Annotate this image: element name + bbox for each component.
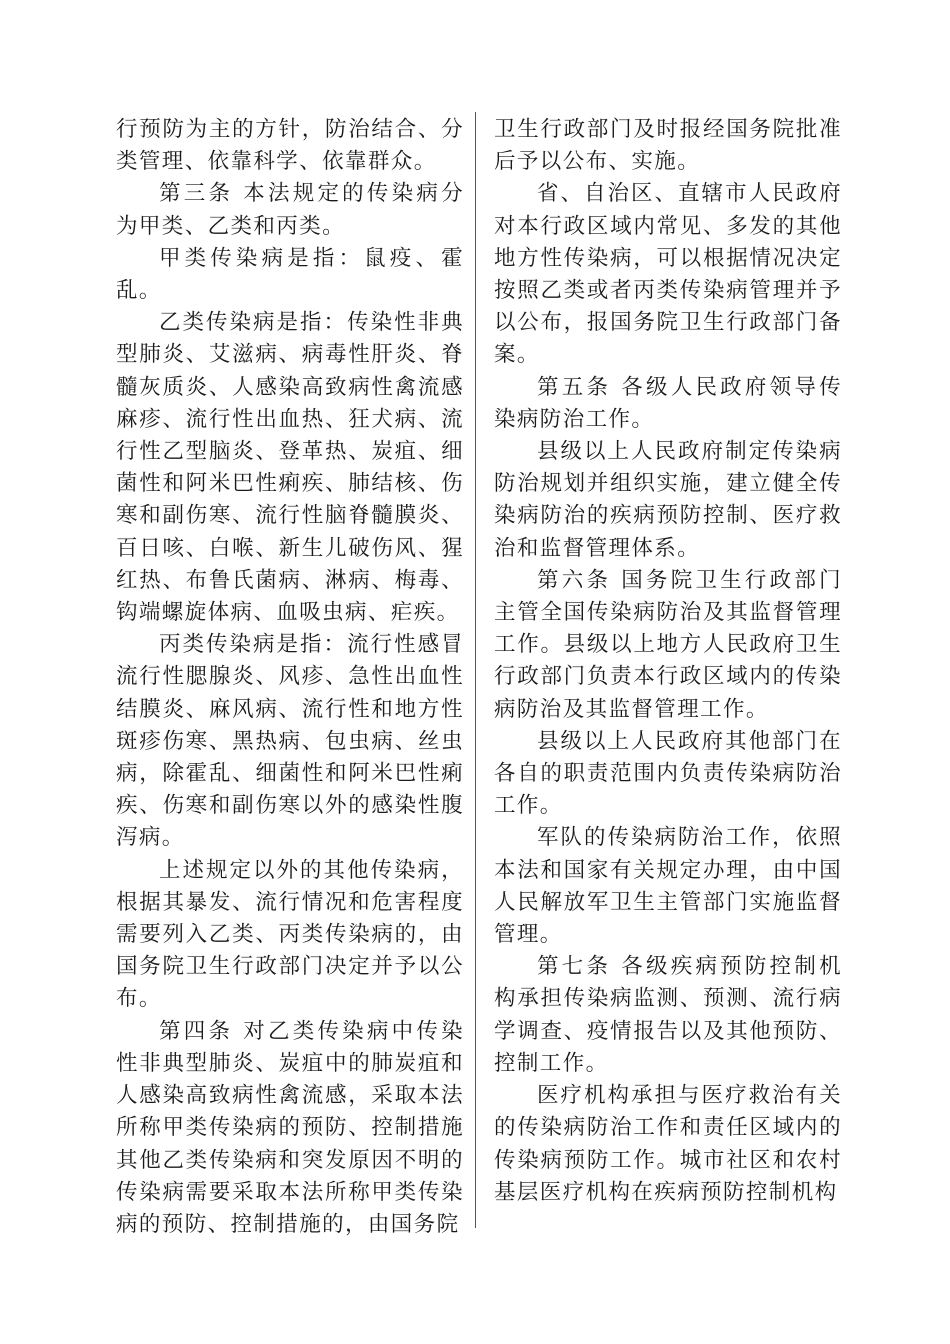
right-column [494, 114, 842, 1209]
paragraph: 乙类传染病是指：传染性非典型肺炎、艾滋病、病毒性肝炎、脊髓灰质炎、人感染高致病性禽流感麻疹、流行性出血热、狂犬病、流行性乙型脑炎、登革热、炭疽、细菌性和阿米巴性痢疾、肺结核、伤寒和副伤寒、流行性脑脊髓膜炎、百日咳、白喉、新生儿破伤风、猩红热、布鲁氏菌病、淋病、梅毒、钩端螺旋体病、血吸虫病、疟疾。 [116, 310, 464, 626]
paragraph: 丙类传染病是指：流行性感冒流行性腮腺炎、风疹、急性出血性结膜炎、麻风病、流行性和地方性斑疹伤寒、黑热病、包虫病、丝虫病，除霍乱、细菌性和阿米巴性痢疾、伤寒和副伤寒以外的感染性腹泻病。 [116, 632, 464, 851]
paragraph: 第五条 各级人民政府领导传染病防治工作。 [494, 374, 842, 432]
paragraph: 第六条 国务院卫生行政部门主管全国传染病防治及其监督管理工作。县级以上地方人民政府卫生行政部门负责本行政区域内的传染病防治及其监督管理工作。 [494, 567, 842, 722]
paragraph: 第三条 本法规定的传染病分为甲类、乙类和丙类。 [116, 181, 464, 239]
paragraph: 医疗机构承担与医疗救治有关的传染病防治工作和责任区域内的传染病预防工作。城市社区和农村基层医疗机构在疾病预防控制机构 [494, 1083, 842, 1205]
paragraph: 上述规定以外的其他传染病，根据其暴发、流行情况和危害程度需要列入乙类、丙类传染病的，由国务院卫生行政部门决定并予以公布。 [116, 857, 464, 1012]
paragraph: 省、自治区、直辖市人民政府对本行政区域内常见、多发的其他地方性传染病，可以根据情况决定按照乙类或者丙类传染病管理并予以公布，报国务院卫生行政部门备案。 [494, 181, 842, 368]
paragraph: 卫生行政部门及时报经国务院批准后予以公布、实施。 [494, 117, 842, 175]
left-column [116, 114, 464, 1241]
paragraph: 行预防为主的方针，防治结合、分类管理、依靠科学、依靠群众。 [116, 117, 464, 175]
paragraph: 军队的传染病防治工作，依照本法和国家有关规定办理，由中国人民解放军卫生主管部门实施监督管理。 [494, 825, 842, 948]
paragraph: 第四条 对乙类传染病中传染性非典型肺炎、炭疽中的肺炭疽和人感染高致病性禽流感，采取本法所称甲类传染病的预防、控制措施其他乙类传染病和突发原因不明的传染病需要采取本法所称甲类传染病的预防、控制措施的，由国务院 [116, 1018, 464, 1237]
paragraph: 县级以上人民政府制定传染病防治规划并组织实施，建立健全传染病防治的疾病预防控制、医疗救治和监督管理体系。 [494, 439, 842, 561]
column-divider [475, 112, 476, 1228]
paragraph: 县级以上人民政府其他部门在各自的职责范围内负责传染病防治工作。 [494, 728, 842, 819]
paragraph: 第七条 各级疾病预防控制机构承担传染病监测、预测、流行病学调查、疫情报告以及其他预防、控制工作。 [494, 954, 842, 1076]
paragraph: 甲类传染病是指：鼠疫、霍乱。 [116, 245, 464, 304]
